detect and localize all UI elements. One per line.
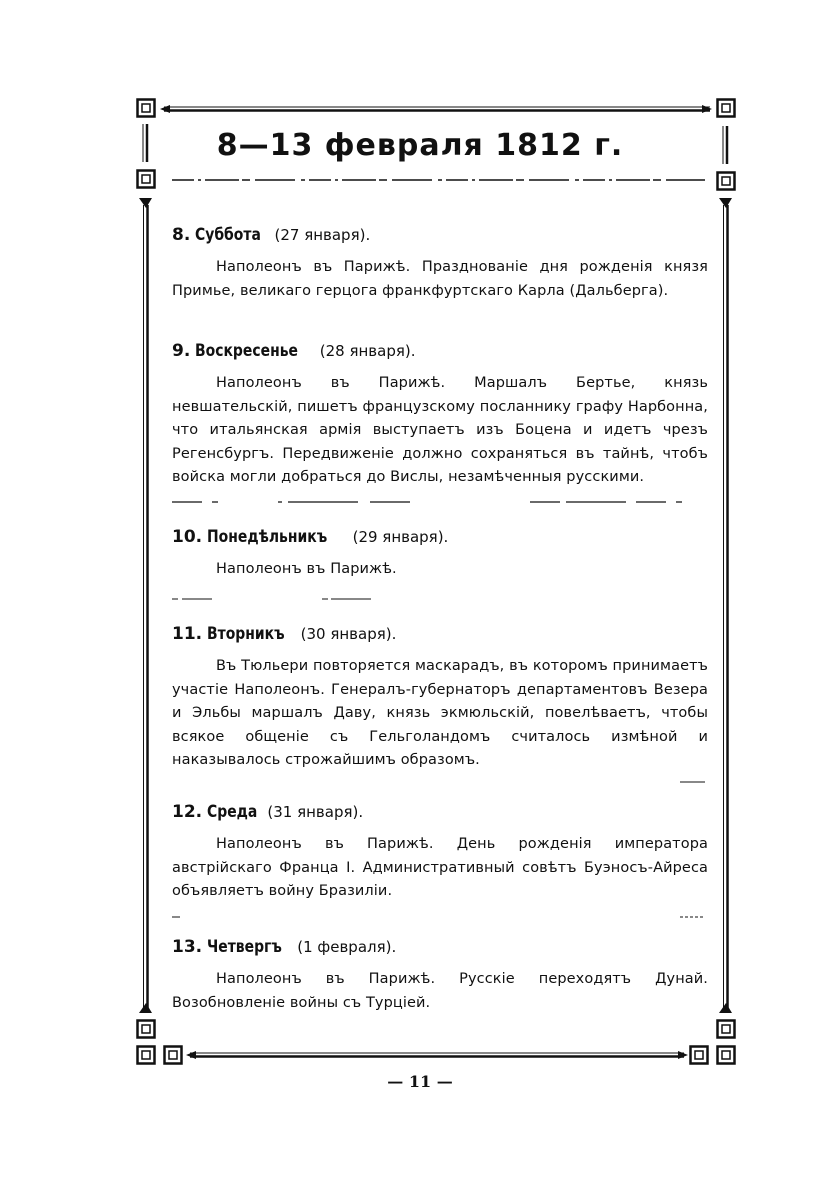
entry-heading [172,526,708,548]
entry-text: Наполеонъ въ Парижѣ. Празднованіе дня рожденія князя Примье, великаго герцога франкфуртскаго Карла (Дальберга). [172,259,708,299]
day-number: 9. [172,341,191,361]
old-style-date: (30 января). [300,625,397,643]
diary-entry [172,623,708,773]
old-style-date: (1 февраля). [297,938,397,956]
day-name: Среда [207,802,258,822]
page-number: — 11 — [387,1072,453,1091]
diary-entry [172,936,708,1015]
corner-box-top-left [138,100,155,117]
day-number: 11. [172,624,203,644]
old-style-date: (28 января). [319,342,416,360]
day-name: Понедѣльникъ [207,527,328,547]
page-title: 8—13 февраля 1812 г. [216,128,624,163]
corner-box-top-right [718,100,735,117]
corner-box-bottom-right-2 [718,1047,735,1064]
old-style-date: (31 января). [267,803,364,821]
entry-heading [172,224,708,246]
entry-heading [172,936,708,958]
day-name: Воскресенье [195,341,299,361]
day-number: 12. [172,802,203,822]
entry-text: Наполеонъ въ Парижѣ. Маршалъ Бертье, князь невшательскій, пишетъ французскому посланнику графу Нарбонна, что итальянская армія выступаетъ изъ Боцена и идетъ чрезъ Регенсбургъ. Передвиженіе должно сохраняться въ тайнѣ, чтобъ войска могли добраться до Вислы, незамѣченныя русскими. [172,375,708,485]
corner-box-bottom-left-upper [138,1021,155,1038]
corner-box-bottom-left-1 [138,1047,155,1064]
day-name: Вторникъ [207,624,285,644]
corner-box-bottom-right-upper [718,1021,735,1038]
entry-text: Наполеонъ въ Парижѣ. Русскіе переходятъ Дунай. Возобновленіе войны съ Турціей. [172,971,708,1011]
corner-box-bottom-right-1 [691,1047,708,1064]
diary-entry [172,224,708,303]
diary-entry [172,340,708,490]
day-number: 10. [172,527,203,547]
old-style-date: (29 января). [352,528,449,546]
diary-entry [172,801,708,904]
old-style-date: (27 января). [274,226,371,244]
day-number: 13. [172,937,203,957]
day-name: Четвергъ [207,937,282,957]
corner-box-mid-left [138,171,155,188]
day-number: 8. [172,225,191,245]
entry-text: Наполеонъ въ Парижѣ. [216,561,397,577]
day-name: Суббота [195,225,262,245]
entry-heading [172,623,708,645]
entry-text: Наполеонъ въ Парижѣ. День рожденія императора австрійскаго Франца I. Административный совѣтъ Буэносъ-Айреса объявляетъ войну Бразиліи. [172,836,708,899]
entry-text: Въ Тюльери повторяется маскарадъ, въ которомъ принимаетъ участіе Наполеонъ. Генералъ-губернаторъ департаментовъ Везера и Эльбы маршалъ Даву, князь экмюльскій, повелѣваетъ, чтобы всякое общеніе съ Гельголандомъ считалось измѣной и наказывалось строжайшимъ образомъ. [172,658,708,768]
corner-box-bottom-left-2 [165,1047,182,1064]
corner-box-mid-right [718,173,735,190]
entry-heading [172,340,708,362]
entry-heading [172,801,708,823]
diary-entry [172,526,708,582]
